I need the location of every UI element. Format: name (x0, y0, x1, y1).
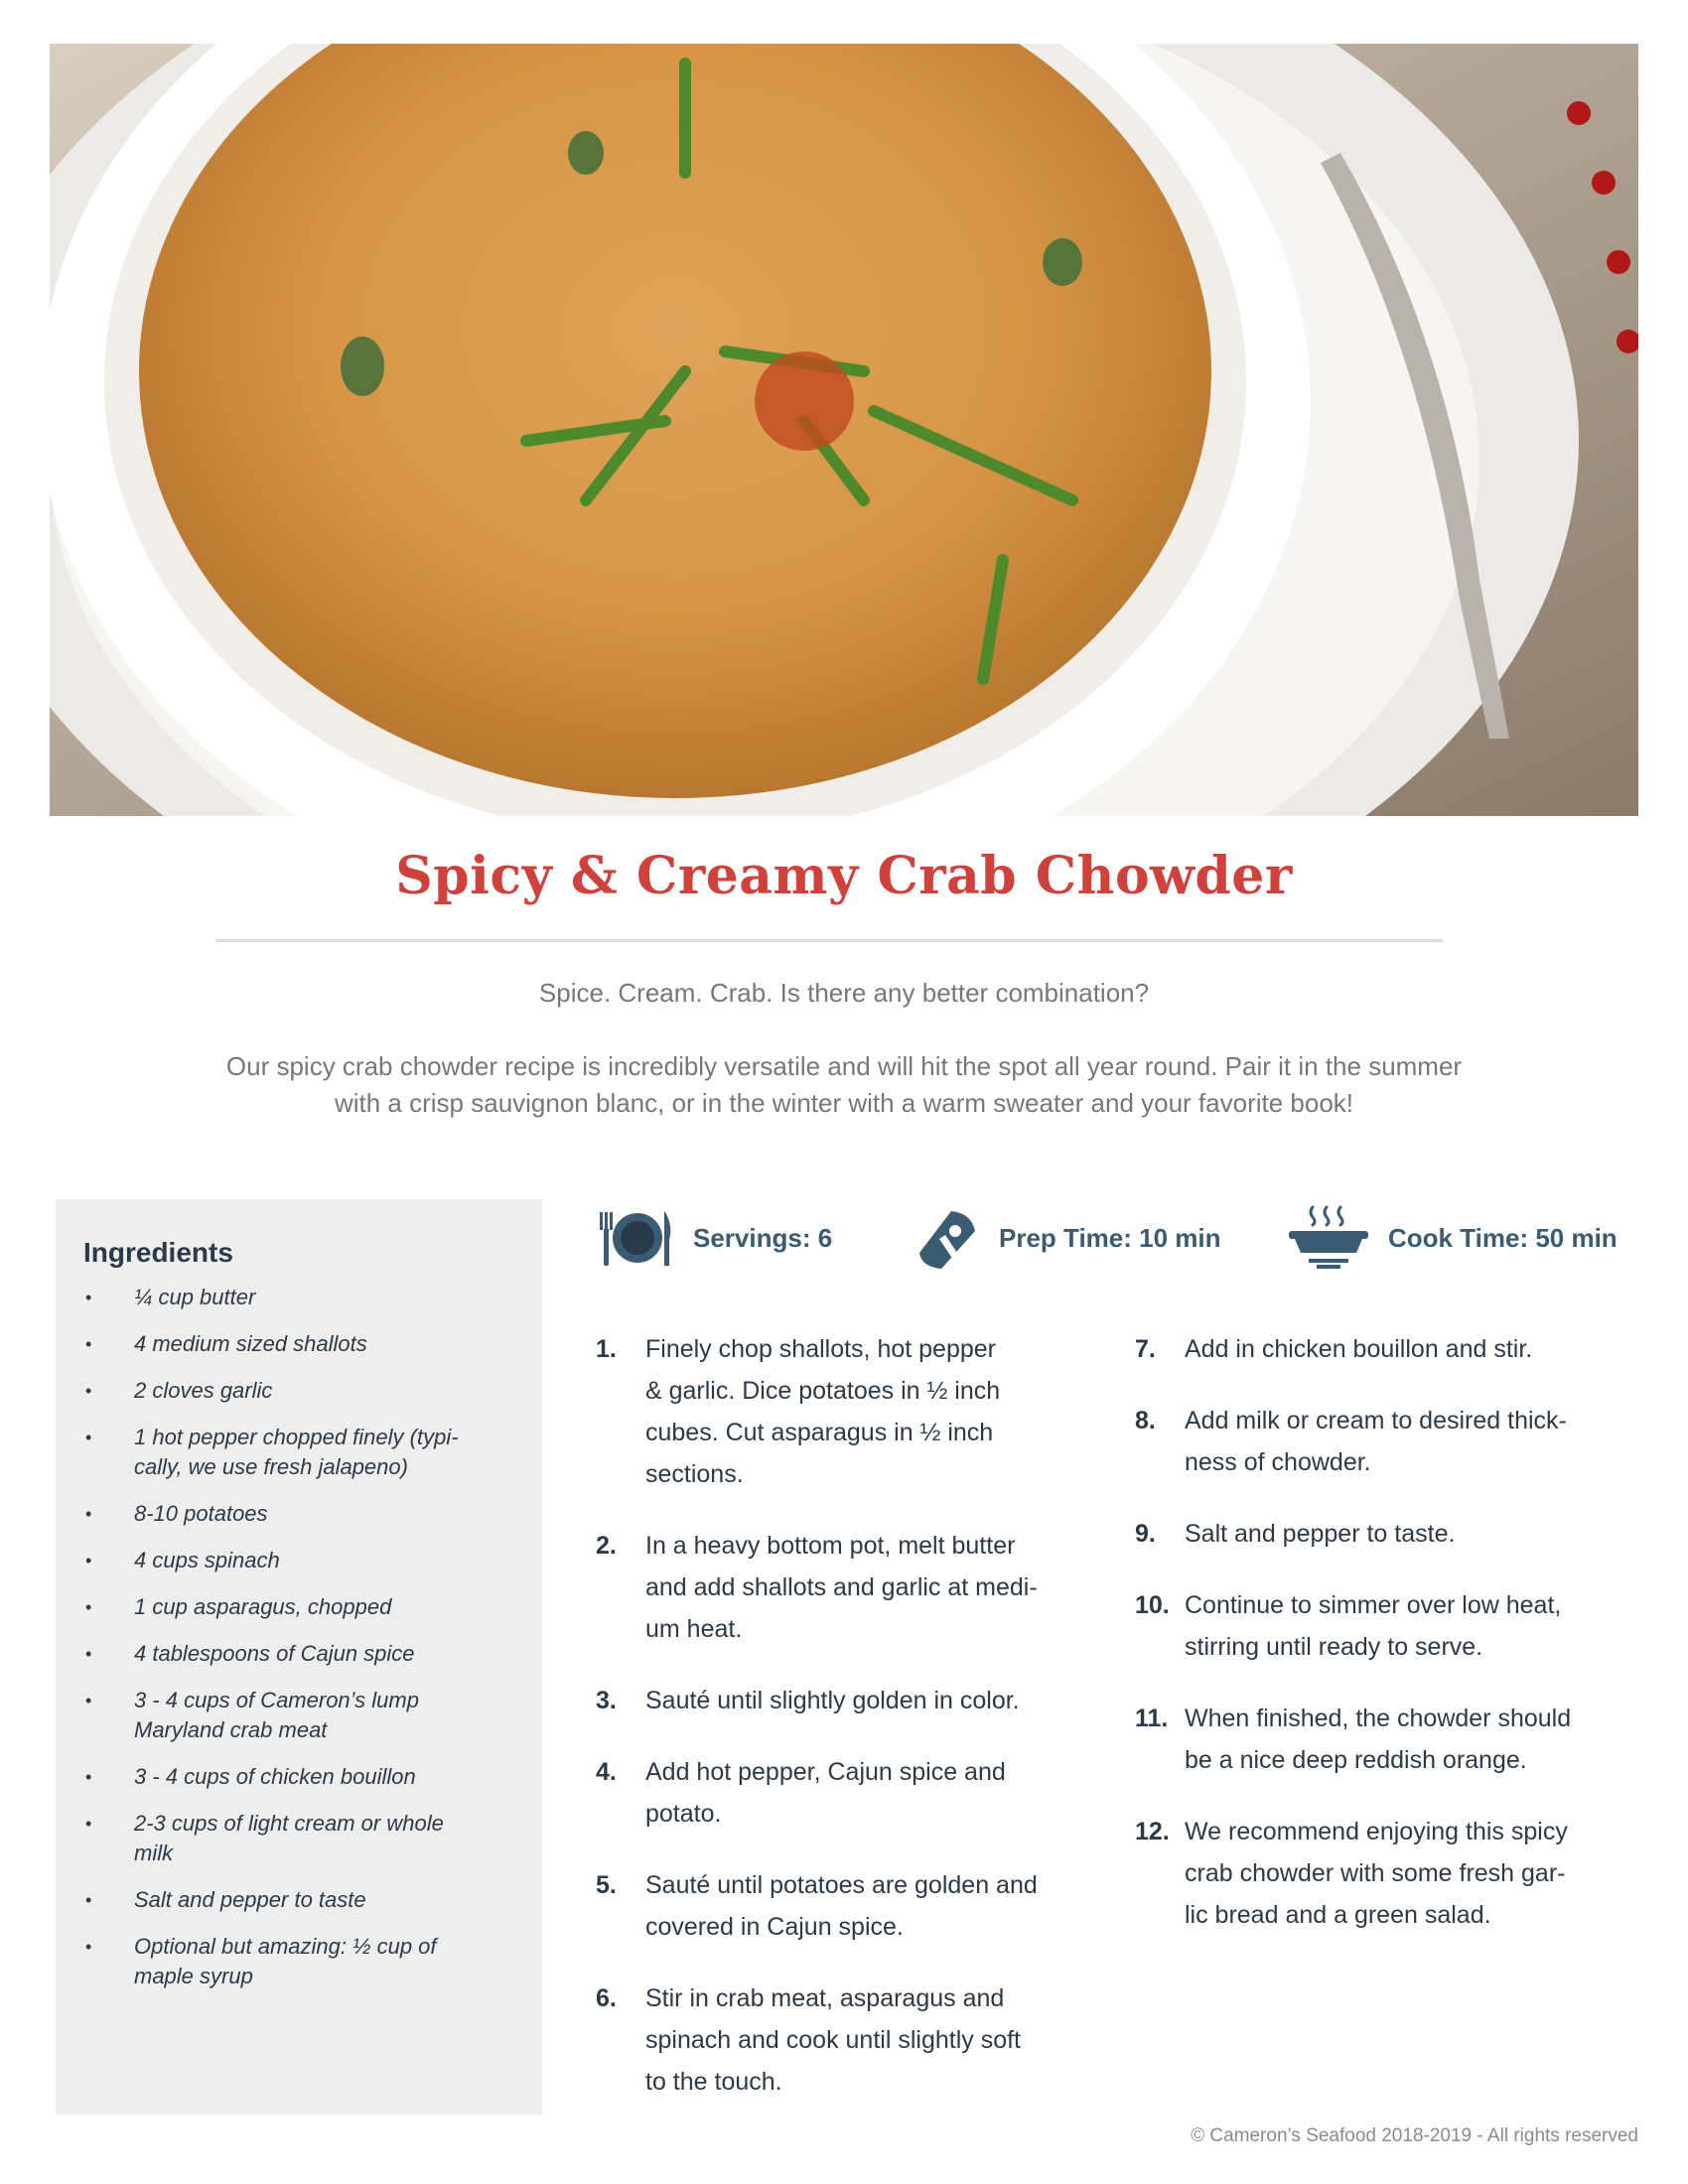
chowder-photo (50, 44, 1638, 816)
ingredient-text: 4 tablespoons of Cajun spice (134, 1641, 415, 1666)
step-number: 12. (1135, 1818, 1170, 1845)
step-number: 10. (1135, 1591, 1170, 1619)
plate-fork-knife-icon (596, 1206, 675, 1270)
ingredient-item (83, 1885, 514, 1915)
recipe-title: Spicy & Creamy Crab Chowder (395, 846, 1293, 906)
step-number: 11. (1135, 1705, 1169, 1732)
step-item (596, 1328, 1112, 1495)
step-text: When finished, the chowder should be a nice deep reddish orange. (1185, 1705, 1572, 1774)
prep-time-info (912, 1201, 1221, 1275)
ingredient-text: 3 - 4 cups of chicken bouillon (134, 1764, 416, 1789)
step-text: Add hot pepper, Cajun spice and potato. (645, 1758, 1006, 1828)
cook-time-info (1287, 1201, 1618, 1275)
ingredient-item (83, 1423, 514, 1482)
copyright-footer: © Cameron’s Seafood 2018-2019 - All rights reserved (1191, 2125, 1638, 2146)
steaming-pan-icon (1287, 1203, 1370, 1273)
bullet: • (85, 1691, 92, 1710)
ingredient-item (83, 1546, 514, 1575)
bullet: • (85, 1381, 92, 1401)
servings-info (596, 1201, 832, 1275)
step-text: Continue to simmer over low heat, stirring until ready to serve. (1185, 1591, 1562, 1661)
step-number: 3. (596, 1687, 617, 1714)
step-text: Sauté until potatoes are golden and covered in Cajun spice. (645, 1871, 1038, 1941)
step-number: 4. (596, 1758, 617, 1786)
recipe-intro (109, 1048, 1579, 1122)
intro-line-1: Our spicy crab chowder recipe is incredibly versatile and will hit the spot all year round. Pair it in the summer (225, 1051, 1463, 1081)
step-number: 5. (596, 1871, 617, 1899)
step-number: 8. (1135, 1407, 1156, 1434)
step-text: Add milk or cream to desired thick- ness of chowder. (1185, 1407, 1567, 1476)
ingredient-text: Salt and pepper to taste (134, 1887, 366, 1912)
ingredient-text: 2 cloves garlic (134, 1378, 273, 1403)
ingredient-text: 4 cups spinach (134, 1548, 280, 1572)
ingredient-item (83, 1329, 514, 1359)
ingredient-item (83, 1686, 514, 1745)
step-text: Sauté until slightly golden in color. (645, 1687, 1020, 1714)
bullet: • (85, 1504, 92, 1524)
step-item (1135, 1328, 1651, 1370)
ingredient-text: 4 medium sized shallots (134, 1331, 367, 1356)
ingredients-heading: Ingredients (83, 1237, 233, 1268)
ingredient-text: ¼ cup butter (134, 1285, 256, 1309)
step-text: Stir in crab meat, asparagus and spinach and cook until slightly soft to the touch. (645, 1984, 1021, 2096)
step-item (596, 1978, 1112, 2103)
ingredient-item (83, 1639, 514, 1669)
steps-column-left (596, 1328, 1112, 2132)
step-item (1135, 1698, 1651, 1781)
cook-time-label: Cook Time: 50 min (1388, 1222, 1618, 1253)
step-text: In a heavy bottom pot, melt butter and add shallots and garlic at medi- um heat. (645, 1532, 1038, 1643)
chopping-knife-icon (912, 1203, 981, 1273)
servings-label: Servings: 6 (693, 1222, 833, 1253)
step-item (1135, 1513, 1651, 1555)
ingredient-item (83, 1376, 514, 1406)
ingredients-list (83, 1283, 514, 1991)
step-number: 2. (596, 1532, 617, 1560)
step-item (1135, 1400, 1651, 1483)
step-text: Add in chicken bouillon and stir. (1185, 1335, 1533, 1363)
ingredient-item (83, 1592, 514, 1622)
step-text: Salt and pepper to taste. (1185, 1520, 1456, 1548)
ingredient-text: 3 - 4 cups of Cameron’s lump Maryland crab meat (134, 1688, 419, 1742)
step-number: 1. (596, 1335, 617, 1363)
bullet: • (85, 1288, 92, 1307)
step-number: 7. (1135, 1335, 1156, 1363)
bullet: • (85, 1551, 92, 1570)
intro-line-2: with a crisp sauvignon blanc, or in the winter with a warm sweater and your favorite book! (334, 1088, 1354, 1118)
step-item (596, 1680, 1112, 1721)
ingredient-text: Optional but amazing: ½ cup of maple syrup (134, 1934, 437, 1988)
step-item (596, 1525, 1112, 1650)
ingredient-item (83, 1932, 514, 1991)
recipe-tagline: Spice. Cream. Crab. Is there any better combination? (538, 978, 1150, 1008)
title-divider (215, 939, 1443, 942)
prep-time-label: Prep Time: 10 min (999, 1222, 1221, 1253)
bullet: • (85, 1334, 92, 1354)
step-text: Finely chop shallots, hot pepper & garlic. Dice potatoes in ½ inch cubes. Cut asparagus in ½ inch sections. (645, 1335, 1001, 1488)
steps-column-right (1135, 1328, 1651, 1966)
ingredient-item (83, 1499, 514, 1529)
bullet: • (85, 1890, 92, 1910)
bullet: • (85, 1428, 92, 1447)
step-item (596, 1751, 1112, 1835)
ingredient-text: 2-3 cups of light cream or whole milk (134, 1811, 444, 1865)
step-text: We recommend enjoying this spicy crab chowder with some fresh gar- lic bread and a green salad. (1185, 1818, 1568, 1929)
ingredient-item (83, 1283, 514, 1312)
ingredient-text: 1 hot pepper chopped finely (typi- cally, we use fresh jalapeno) (134, 1425, 459, 1479)
bullet: • (85, 1597, 92, 1617)
ingredient-item (83, 1809, 514, 1868)
step-number: 9. (1135, 1520, 1156, 1548)
step-item (596, 1864, 1112, 1948)
bullet: • (85, 1767, 92, 1787)
ingredients-panel (56, 1199, 542, 2115)
bullet: • (85, 1644, 92, 1664)
bullet: • (85, 1814, 92, 1834)
bullet: • (85, 1937, 92, 1957)
ingredient-text: 8-10 potatoes (134, 1501, 268, 1526)
hero-image (50, 44, 1638, 816)
ingredient-item (83, 1762, 514, 1792)
step-item (1135, 1811, 1651, 1936)
step-number: 6. (596, 1984, 617, 2012)
step-item (1135, 1584, 1651, 1668)
ingredient-text: 1 cup asparagus, chopped (134, 1594, 392, 1619)
